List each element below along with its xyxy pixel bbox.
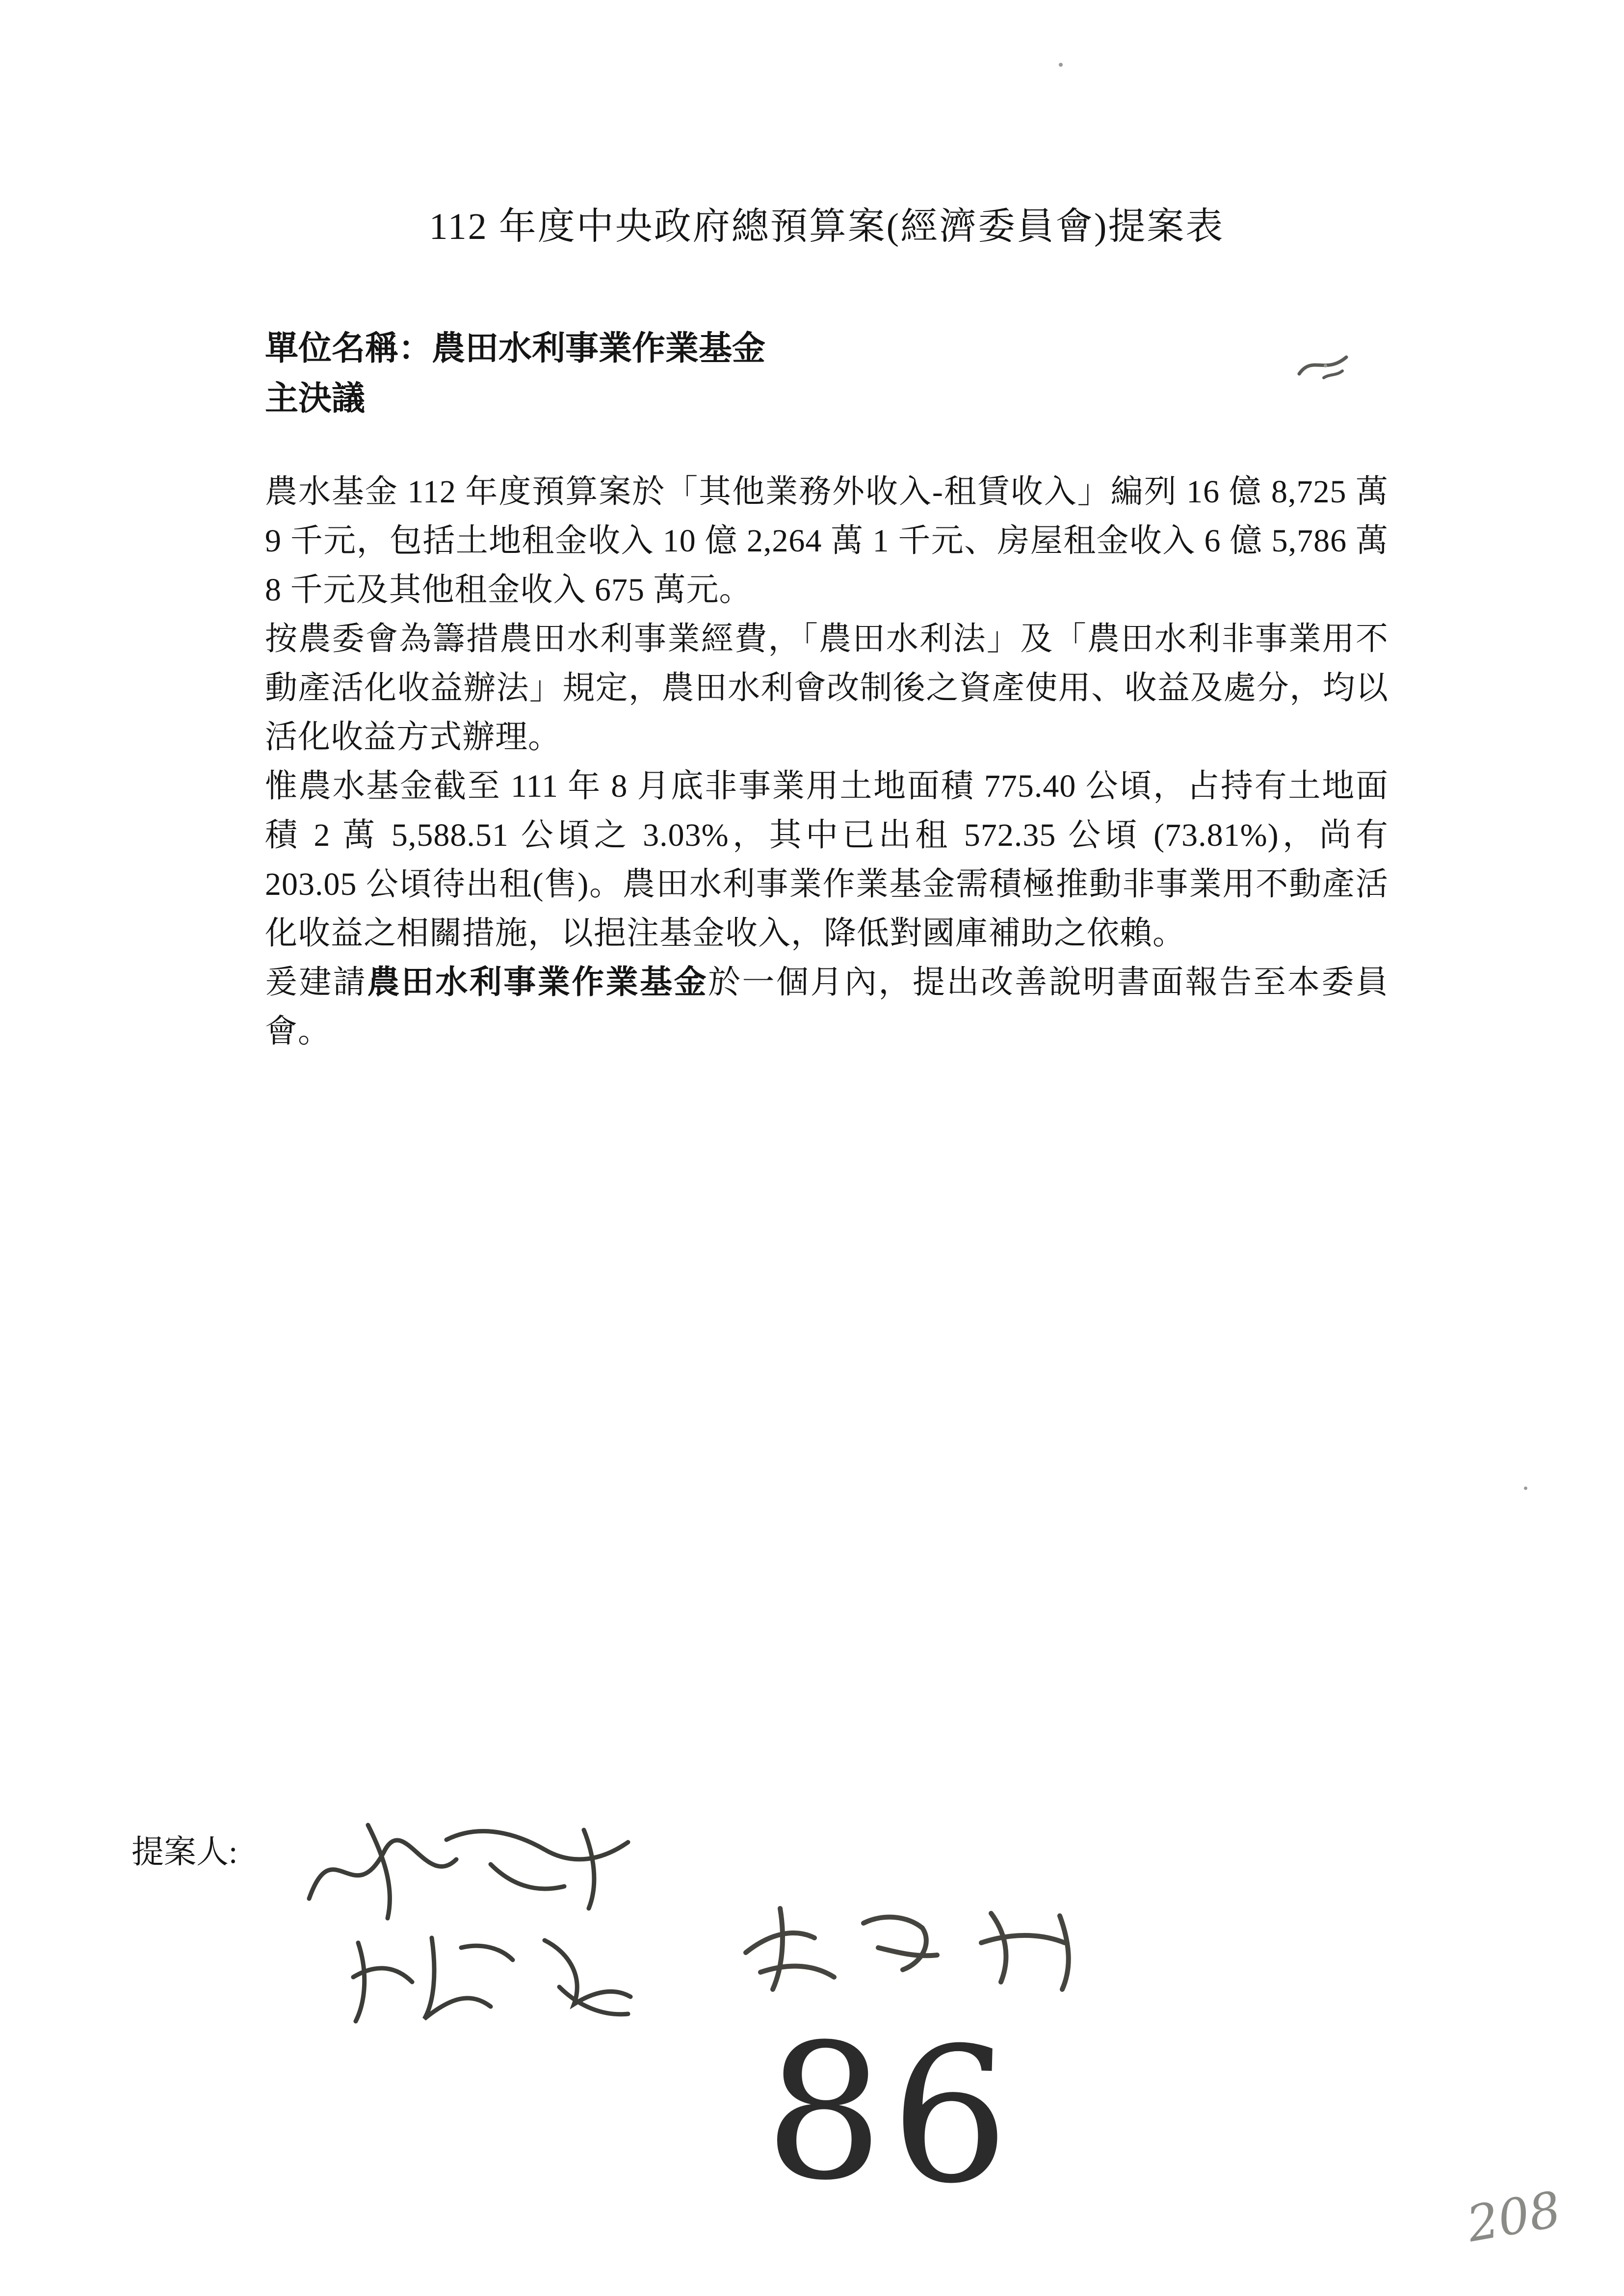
signature-2 [339,1913,643,2031]
proposer-label: 提案人: [131,1834,238,1870]
paragraph-revenue-figures: 農水基金 112 年度預算案於「其他業務外收入-租賃收入」編列 16 億 8,725 萬 9 千元，包括土地租金收入 10 億 2,264 萬 1 千元、房屋租金收入 6 億 5,786 萬 8 千元及其他租金收入 675 萬元。 [265,474,1388,608]
document-title: 112 年度中央政府總預算案(經濟委員會)提案表 [429,206,1225,247]
paragraph-land-statistics: 惟農水基金截至 111 年 8 月底非事業用土地面積 775.40 公頃，占持有土地面積 2 萬 5,588.51 公頃之 3.03%，其中已出租 572.35 公頃 (73.81%)，尚有 203.05 公頃待出租(售)。農田水利事業作業基金需積極推動非事業用不動產活化收益之相關措施，以挹注基金收入，降低對國庫補助之依賴。 [265,768,1388,951]
closing-prefix: 爰建請 [265,965,367,1000]
paragraph-legal-basis: 按農委會為籌措農田水利事業經費，「農田水利法」及「農田水利非事業用不動產活化收益辦法」規定，農田水利會改制後之資產使用、收益及處分，均以活化收益方式辦理。 [265,621,1388,755]
handwritten-page-number: 86 [762,2002,1020,2226]
unit-name-line: 單位名稱：農田水利事業作業基金 [265,330,766,367]
scan-speck [1524,1487,1527,1490]
corner-pencil-number: 208 [1463,2180,1565,2253]
closing-suffix: 於一個月內，提出改善說明書面報告至本委員會。 [265,965,1388,1049]
main-resolution-label: 主決議 [265,380,366,417]
closing-request-paragraph [265,958,1388,1056]
closing-fund-name: 農田水利事業作業基金 [367,965,708,1000]
scan-speck [1324,364,1327,367]
document-content [265,196,1388,1056]
scan-speck [1059,63,1063,67]
signature-3 [716,1879,1119,2007]
stray-pen-mark [1295,348,1359,388]
resolution-body [265,468,1388,1056]
